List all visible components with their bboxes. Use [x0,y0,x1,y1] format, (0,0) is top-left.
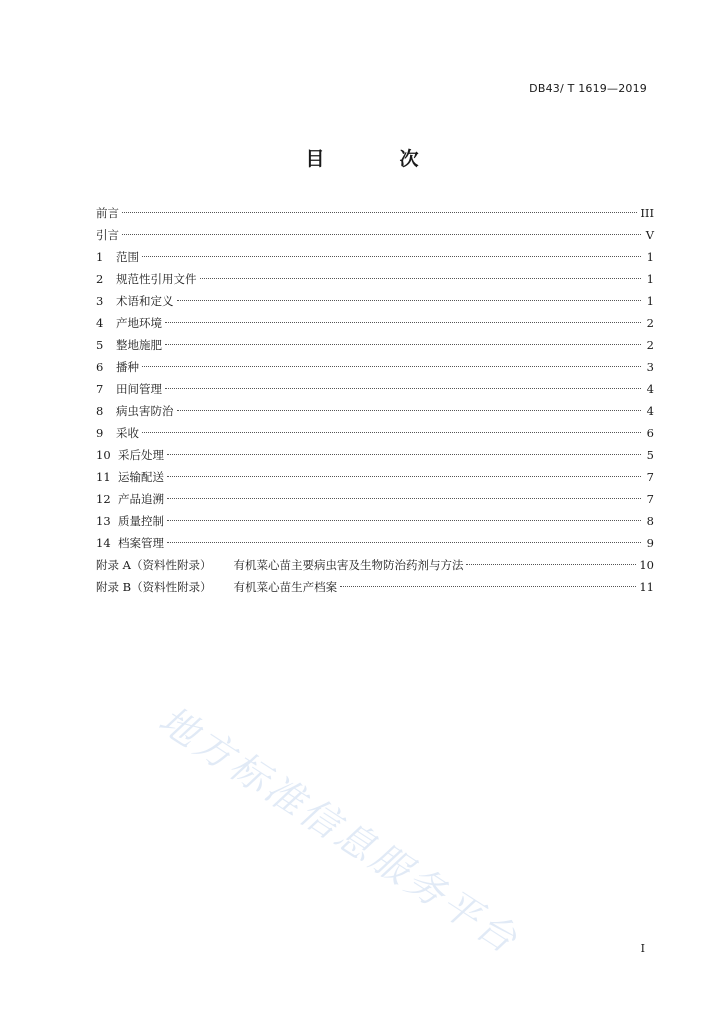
toc-leader-dots [142,255,641,257]
toc-leader-dots [167,541,641,543]
toc-entry-page: 7 [646,492,654,506]
toc-entry-label: 术语和定义 [116,294,174,308]
watermark: 地方标准信息服务平台 [151,697,528,964]
toc-leader-dots [177,409,642,411]
toc-leader-dots [165,387,641,389]
toc-leader-dots [165,321,641,323]
toc-entry-page: 9 [646,536,654,550]
toc-entry-1[interactable] [96,246,654,268]
toc-entry-number: 附录 B（资料性附录） [96,580,212,594]
toc-entry-label: 有机菜心苗生产档案 [233,580,338,594]
toc-entry-page: 4 [646,404,654,418]
toc-leader-dots [200,277,642,279]
toc-entry-11[interactable] [96,466,654,488]
toc-entry-9[interactable] [96,422,654,444]
toc-entry-label: 田间管理 [116,382,162,396]
toc-entry-number: 11 [96,470,111,484]
toc-entry-label: 有机菜心苗主要病虫害及生物防治药剂与方法 [233,558,464,572]
toc-leader-dots [466,563,636,565]
toc-entry-page: 2 [646,316,654,330]
toc-entry-page: 10 [639,558,654,572]
toc-entry-number: 10 [96,448,111,462]
toc-entry-page: 2 [646,338,654,352]
toc-leader-dots [142,431,641,433]
toc-entry-number: 6 [96,360,104,374]
toc-entry-6[interactable] [96,356,654,378]
toc-entry-introduction[interactable] [96,224,654,246]
toc-entry-number: 8 [96,404,104,418]
toc-entry-12[interactable] [96,488,654,510]
toc-entry-label: 采收 [116,426,139,440]
toc-entry-5[interactable] [96,334,654,356]
toc-entry-page: 5 [646,448,654,462]
toc-entry-label: 引言 [96,228,119,242]
toc-leader-dots [122,233,641,235]
toc-entry-13[interactable] [96,510,654,532]
toc-entry-number: 2 [96,272,104,286]
toc-leader-dots [340,585,636,587]
toc-entry-number: 4 [96,316,104,330]
toc-entry-number: 1 [96,250,104,264]
toc-leader-dots [167,475,641,477]
toc-leader-dots [165,343,641,345]
toc-entry-number: 附录 A（资料性附录） [96,558,212,572]
toc-entry-label: 质量控制 [118,514,164,528]
toc-entry-number: 5 [96,338,104,352]
toc-entry-number: 12 [96,492,111,506]
toc-leader-dots [177,299,642,301]
toc-entry-14[interactable] [96,532,654,554]
page-title: 目 次 [305,148,447,170]
toc-leader-dots [122,211,637,213]
toc-entry-label: 前言 [96,206,119,220]
toc-entry-8[interactable] [96,400,654,422]
toc-entry-number: 13 [96,514,111,528]
toc-entry-page: 6 [646,426,654,440]
toc-leader-dots [167,453,641,455]
page-number: I [640,942,645,955]
toc-entry-page: III [640,206,654,220]
toc-entry-label: 病虫害防治 [116,404,174,418]
toc-entry-10[interactable] [96,444,654,466]
toc-entry-annex-a[interactable] [96,554,654,576]
toc-entry-page: 3 [646,360,654,374]
toc-entry-page: 1 [646,294,654,308]
toc-leader-dots [142,365,641,367]
toc-entry-4[interactable] [96,312,654,334]
toc-entry-label: 产地环境 [116,316,162,330]
toc-entry-number: 9 [96,426,104,440]
toc-entry-page: 11 [639,580,654,594]
toc-entry-7[interactable] [96,378,654,400]
toc-leader-dots [167,519,641,521]
toc-leader-dots [167,497,641,499]
toc-entry-3[interactable] [96,290,654,312]
toc-entry-label: 整地施肥 [116,338,162,352]
toc-entry-page: 4 [646,382,654,396]
toc-entry-label: 产品追溯 [118,492,164,506]
toc-entry-annex-b[interactable] [96,576,654,598]
toc-entry-number: 3 [96,294,104,308]
toc-entry-page: 1 [646,250,654,264]
table-of-contents [96,202,654,598]
toc-entry-foreword[interactable] [96,202,654,224]
toc-entry-label: 播种 [116,360,139,374]
toc-entry-label: 规范性引用文件 [116,272,197,286]
toc-entry-page: 8 [646,514,654,528]
toc-entry-label: 范围 [116,250,139,264]
toc-entry-number: 7 [96,382,104,396]
toc-entry-page: 7 [646,470,654,484]
toc-entry-page: V [645,228,654,242]
toc-entry-label: 运输配送 [118,470,164,484]
toc-entry-label: 档案管理 [118,536,164,550]
toc-entry-page: 1 [646,272,654,286]
toc-entry-label: 采后处理 [118,448,164,462]
toc-entry-2[interactable] [96,268,654,290]
toc-entry-number: 14 [96,536,111,550]
standard-code: DB43/ T 1619—2019 [529,82,647,95]
